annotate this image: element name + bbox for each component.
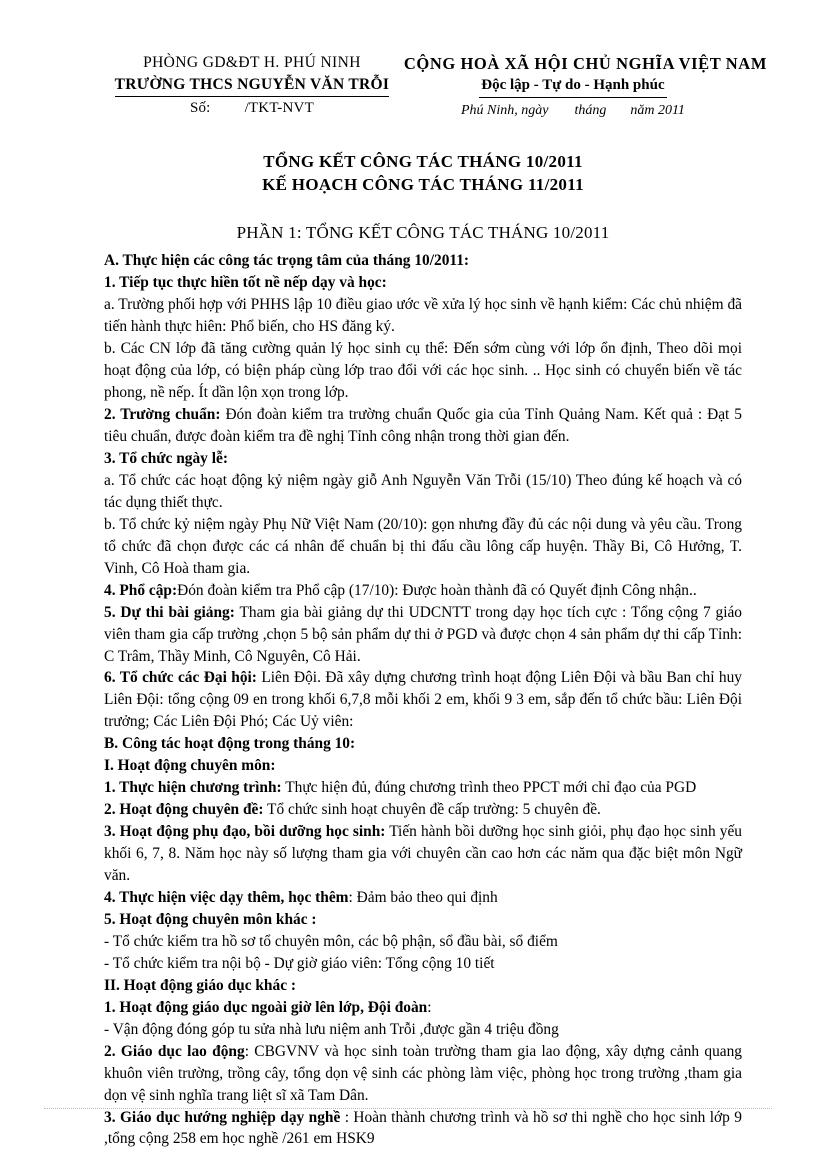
date-year: năm 2011 — [630, 102, 685, 118]
school-name-underline: TRƯỜNG THCS NGUYỄN VĂN TRỖI — [115, 74, 390, 97]
heading-6: 6. Tổ chức các Đại hội: — [104, 669, 257, 687]
paragraph-1 — [104, 272, 742, 294]
office-name: PHÒNG GD&ĐT H. PHÚ NINH — [143, 54, 361, 71]
paragraph-2 — [104, 404, 742, 448]
text-i4: : Đảm bảo theo qui định — [348, 888, 498, 906]
text-ii3: : Hoàn thành chương trình và hồ sơ thi nghề cho học sinh lớp 9 ,tổng cộng 258 em học nghề /261 em HSK9 — [104, 1108, 742, 1148]
text-6: Liên Đội. Đã xây dựng chương trình hoạt động Liên Đội và bầu Ban chỉ huy Liên Đội: tổng cộng 09 en trong khối 6,7,8 mỗi khối 2 em, khối 9 3 em, sắp đến tổ chức bầu: Liên Đội trưởng; Các Liên Đội Phó; Các Uỷ viên: — [104, 669, 742, 731]
heading-ii: II. Hoạt động giáo dục khác : — [104, 976, 296, 994]
date-line — [404, 98, 742, 123]
document-title — [104, 151, 742, 196]
text-3b: b. Tổ chức kỷ niệm ngày Phụ Nữ Việt Nam (20/10): gọn nhưng đầy đủ các nội dung và yêu cầu. Trong tổ chức đã chọn được các cá nhân để chuẩn bị thi đấu cầu lông cấp huyện. Thầy Bi, Cô Hưởng, T. Vinh, Cô Hoà tham gia. — [104, 515, 742, 577]
paragraph-4 — [104, 580, 742, 602]
paragraph-6 — [104, 667, 742, 733]
letterhead-left — [104, 52, 404, 120]
text-1a: a. Trường phối hợp với PHHS lập 10 điều giao ước về xửa lý học sinh về hạnh kiểm: Các chủ nhiệm đã tiến hành thực hiên: Phổ biến, cho HS đăng ký. — [104, 296, 742, 336]
heading-i4: 4. Thực hiện việc dạy thêm, học thêm — [104, 888, 349, 906]
date-place: Phú Ninh, ngày — [460, 102, 549, 118]
heading-i2: 2. Hoạt động chuyên đề: — [104, 801, 264, 819]
paragraph-ii1a — [104, 1019, 742, 1041]
heading-a: A. Thực hiện các công tác trọng tâm của tháng 10/2011: — [104, 252, 470, 270]
paragraph-i1 — [104, 777, 742, 799]
document-title-line2: KẾ HOẠCH CÔNG TÁC THÁNG 11/2011 — [262, 174, 584, 194]
heading-ii1: 1. Hoạt động giáo dục ngoài giờ lên lớp, Đội đoàn — [104, 998, 428, 1016]
paragraph-5 — [104, 602, 742, 668]
text-i5b: - Tổ chức kiểm tra nội bộ - Dự giờ giáo viên: Tổng cộng 10 tiết — [104, 954, 495, 972]
so-value: /TKT-NVT — [244, 100, 314, 116]
paragraph-1b — [104, 338, 742, 404]
national-title: CỘNG HOÀ XÃ HỘI CHỦ NGHĨA VIỆT NAM — [403, 54, 767, 73]
letterhead — [104, 52, 767, 123]
text-ii1a: - Vận động đóng góp tu sửa nhà lưu niệm anh Trỗi ,được gần 4 triệu đồng — [104, 1020, 559, 1038]
text-5: Tham gia bài giảng dự thi UDCNTT trong dạy học tích cực : Tổng cộng 7 giáo viên tham gia cấp trường ,chọn 5 bộ sản phẩm dự thi ở PGD và được chọn 4 sản phẩm dự thi cấp Tỉnh: C Trâm, Thầy Minh, Cô Nguyên, Cô Hải. — [104, 603, 742, 665]
paragraph-1a — [104, 294, 742, 338]
paragraph-i5a — [104, 931, 742, 953]
text-4: Đón đoàn kiểm tra Phổ cập (17/10): Được hoàn thành đã có Quyết định Công nhận.. — [177, 581, 697, 599]
heading-5: 5. Dự thi bài giảng: — [104, 603, 235, 621]
heading-i: I. Hoạt động chuyên môn: — [104, 757, 276, 775]
paragraph-i3 — [104, 821, 742, 887]
paragraph-i5 — [104, 909, 742, 931]
document-number-line — [104, 97, 400, 120]
text-i1: Thực hiện đủ, đúng chương trình theo PPCT mới chỉ đạo của PGD — [281, 779, 697, 797]
paragraph-i2 — [104, 799, 742, 821]
heading-4: 4. Phổ cập: — [104, 581, 178, 599]
paragraph-3b — [104, 514, 742, 580]
heading-1: 1. Tiếp tục thực hiền tốt nề nếp dạy và học: — [104, 274, 387, 292]
document-title-line1: TỔNG KẾT CÔNG TÁC THÁNG 10/2011 — [263, 152, 583, 172]
text-ii2: : CBGVNV và học sinh toàn trường tham gia lao động, xây dựng cảnh quang khuôn viên trường, trồng cây, tổng dọn vệ sinh các phòng làm việc, phòng học trong trường ,tham gia dọn vệ sinh nghĩa trang liệt sĩ xã Tam Dân. — [104, 1042, 742, 1104]
date-month: tháng — [574, 102, 607, 118]
national-motto: Độc lập - Tự do - Hạnh phúc — [479, 75, 666, 98]
paragraph-section-b — [104, 733, 742, 755]
text-3a: a. Tổ chức các hoạt động kỷ niệm ngày giỗ Anh Nguyễn Văn Trỗi (15/10) Theo đúng kế hoạch và có tác dụng thiết thực. — [104, 471, 742, 511]
heading-i1: 1. Thực hiện chương trình: — [104, 779, 282, 797]
text-ii1: : — [427, 998, 432, 1016]
heading-2: 2. Trường chuẩn: — [104, 406, 221, 424]
text-i2: Tổ chức sinh hoạt chuyên đề cấp trường: 5 chuyên đề. — [263, 801, 601, 819]
letterhead-right — [403, 52, 767, 123]
footer-divider — [44, 1108, 772, 1109]
heading-i5: 5. Hoạt động chuyên môn khác : — [104, 910, 317, 928]
heading-3: 3. Tổ chức ngày lễ: — [104, 449, 228, 467]
paragraph-section-ii — [104, 975, 742, 997]
text-2: Đón đoàn kiểm tra trường chuẩn Quốc gia của Tỉnh Quảng Nam. Kết quả : Đạt 5 tiêu chuẩn, được đoàn kiểm tra đề nghị Tỉnh công nhận trong thời gian đến. — [104, 406, 742, 445]
paragraph-section-i — [104, 755, 742, 777]
heading-ii2: 2. Giáo dục lao động — [104, 1042, 245, 1060]
paragraph-ii2 — [104, 1041, 742, 1107]
paragraph-ii1 — [104, 997, 742, 1019]
paragraph-i4 — [104, 887, 742, 909]
paragraph-3a — [104, 470, 742, 514]
school-name — [115, 74, 390, 97]
text-1b: b. Các CN lớp đã tăng cường quản lý học sinh cụ thể: Đến sớm cùng với lớp ổn định, Theo dõi mọi hoạt động của lớp, có biện pháp cùng lớp trao đổi với các học sinh. .. Học sinh có chuyển biến về tác phong, nề nếp. Ít dần lộn xọn trong lớp. — [104, 340, 742, 402]
paragraph-ii3 — [104, 1107, 742, 1150]
part-heading: PHẦN 1: TỔNG KẾT CÔNG TÁC THÁNG 10/2011 — [236, 223, 610, 243]
text-i3: Tiến hành bồi dưỡng học sinh giỏi, phụ đạo học sinh yếu khối 6, 7, 8. Năm học này số lượng tham gia với chuyên cần cao hơn các năm qua đặc biệt môn Ngữ văn. — [104, 823, 743, 885]
heading-ii3: 3. Giáo dục hướng nghiệp dạy nghề — [104, 1108, 341, 1126]
paragraph-section-a — [104, 250, 742, 272]
heading-i3: 3. Hoạt động phụ đạo, bồi dưỡng học sinh: — [104, 823, 386, 841]
paragraph-i5b — [104, 953, 742, 975]
heading-b: B. Công tác hoạt động trong tháng 10: — [104, 735, 356, 753]
so-label: Số: — [189, 100, 211, 116]
paragraph-3 — [104, 448, 742, 470]
text-i5a: - Tổ chức kiểm tra hồ sơ tổ chuyên môn, các bộ phận, sổ đầu bài, sổ điểm — [104, 932, 558, 950]
document-body — [104, 250, 742, 1150]
